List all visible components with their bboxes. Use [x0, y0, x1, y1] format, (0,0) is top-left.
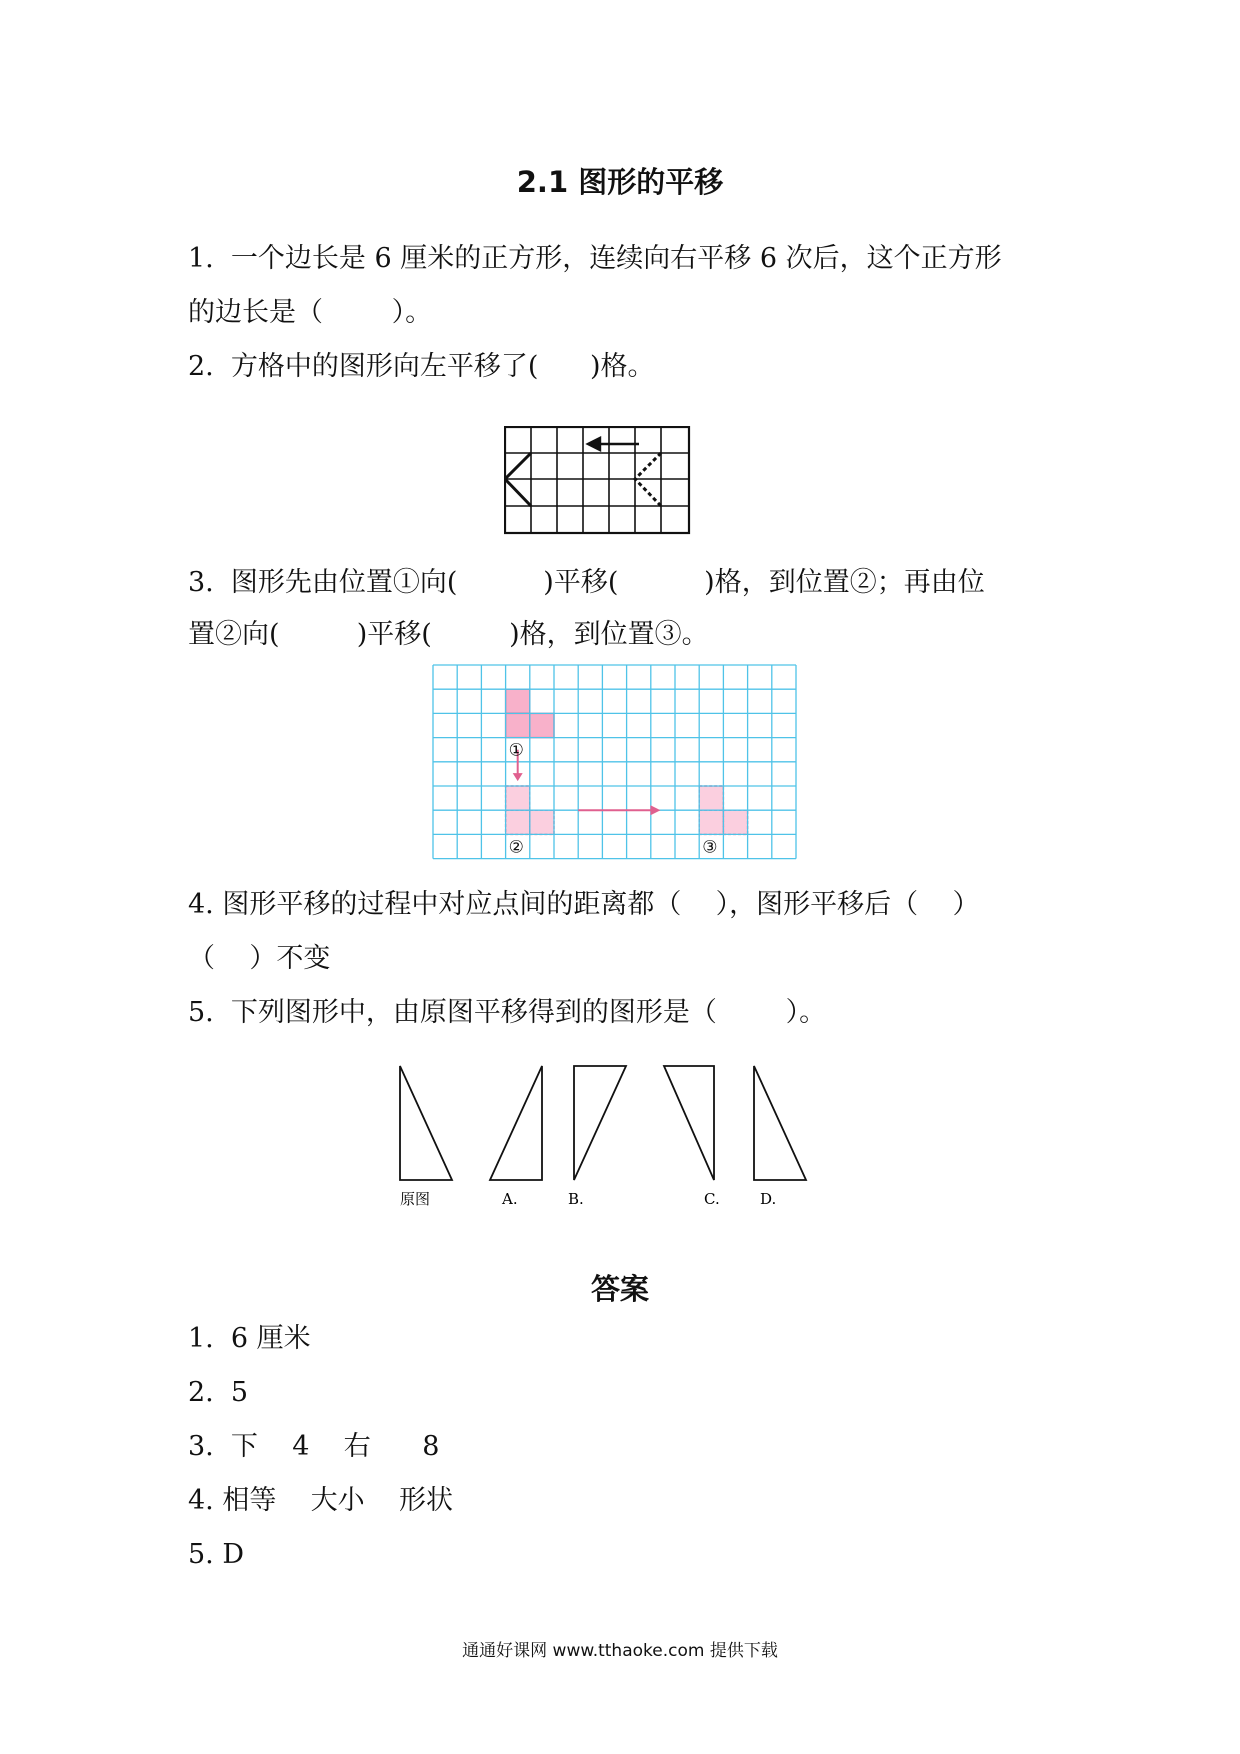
- footer-source: 通通好课网 www.tthaoke.com 提供下载: [462, 1641, 778, 1661]
- question-5: 5. 下列图形中，由原图平移得到的图形是（ ）。: [188, 997, 827, 1028]
- label-b: B.: [568, 1190, 584, 1208]
- label-pos1: ①: [508, 740, 524, 761]
- question-2-grid-figure: [504, 426, 694, 536]
- down-arrow-head: [513, 773, 523, 781]
- shape-pos1-cell: [506, 713, 530, 737]
- original-triangle: [400, 1066, 452, 1180]
- answer-3: 3. 下 4 右 8: [188, 1431, 440, 1462]
- answers-heading: 答案: [590, 1272, 649, 1306]
- label-pos2: ②: [508, 837, 524, 858]
- right-arrow-head: [650, 805, 660, 815]
- option-b-triangle: [574, 1066, 626, 1180]
- shape-pos3-cell: [723, 810, 747, 834]
- option-a-triangle: [490, 1066, 542, 1180]
- shape-pos1-cell: [530, 713, 554, 737]
- shape-pos3-cell: [699, 810, 723, 834]
- label-d: D.: [760, 1190, 777, 1208]
- answer-5: 5. D: [188, 1539, 244, 1570]
- label-c: C.: [704, 1190, 720, 1208]
- answer-1: 1. 6 厘米: [188, 1323, 311, 1354]
- question-3-grid-figure: [432, 664, 798, 874]
- answer-4: 4. 相等 大小 形状: [188, 1485, 454, 1516]
- option-c-triangle: [664, 1066, 714, 1180]
- label-original: 原图: [400, 1190, 431, 1208]
- question-1-line-2: 的边长是（ ）。: [188, 297, 433, 328]
- shape-pos2-cell: [506, 810, 530, 834]
- answer-2: 2. 5: [188, 1377, 249, 1408]
- page-title: 2.1 图形的平移: [516, 165, 724, 199]
- shape-pos2-cell: [506, 786, 530, 810]
- label-a: A.: [502, 1190, 518, 1208]
- question-1-line-1: 1. 一个边长是 6 厘米的正方形，连续向右平移 6 次后，这个正方形: [188, 243, 1002, 274]
- question-4-line-2: （ ）不变: [188, 943, 331, 974]
- shape-pos2-cell: [530, 810, 554, 834]
- shape-pos3-cell: [699, 786, 723, 810]
- question-3-line-2: 置②向( )平移( )格，到位置③。: [188, 619, 709, 650]
- shape-pos1-cell: [506, 689, 530, 713]
- label-pos3: ③: [702, 837, 718, 858]
- option-d-triangle: [754, 1066, 806, 1180]
- question-2: 2. 方格中的图形向左平移了( )格。: [188, 351, 655, 382]
- question-3-line-1: 3. 图形先由位置①向( )平移( )格，到位置②；再由位: [188, 567, 985, 598]
- question-4-line-1: 4. 图形平移的过程中对应点间的距离都（ ），图形平移后（ ）: [188, 889, 980, 920]
- question-5-triangles-figure: [390, 1060, 820, 1210]
- left-arrow: [588, 438, 639, 450]
